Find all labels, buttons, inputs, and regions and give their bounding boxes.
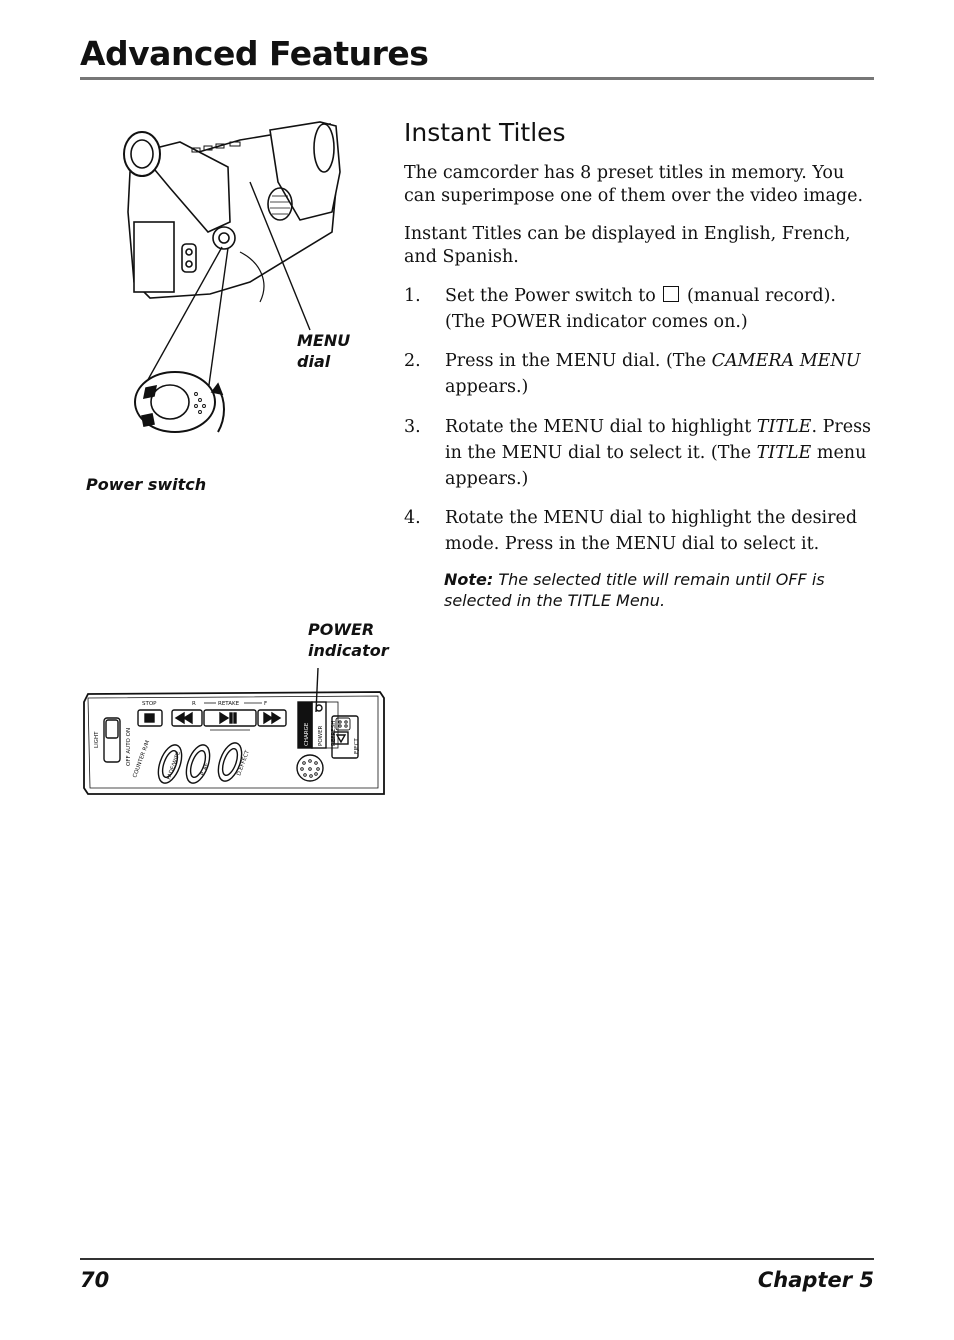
camcorder-illustration [100, 112, 370, 442]
chapter-label: Chapter 5 [757, 1268, 874, 1292]
intro-paragraph-1: The camcorder has 8 preset titles in memory. You can superimpose one of them over the video image. [404, 163, 864, 206]
menu-dial-label: MENU dial [297, 331, 351, 371]
r-label: R [192, 701, 196, 707]
light-modes-label: OFF AUTO ON [126, 727, 132, 766]
eject-label: EJECT [354, 738, 360, 754]
counter-label: COUNTER R/M [132, 739, 152, 779]
note: Note: The selected title will remain until OFF is selected in the TITLE Menu. [444, 570, 825, 610]
charge-label: CHARGE [304, 722, 310, 746]
light-label: LIGHT [94, 731, 100, 748]
page-number: 70 [80, 1268, 110, 1292]
section-title: Instant Titles [404, 118, 566, 147]
d-effect-label: D.EFFECT [236, 749, 251, 777]
fade-wipe-label: FADE/WIPE [166, 750, 183, 781]
step-number: 4. [404, 508, 421, 528]
control-panel-illustration [80, 668, 390, 798]
power-label: POWER [318, 725, 324, 746]
power-switch-label: Power switch [86, 475, 207, 494]
power-indicator-label: POWER indicator [308, 620, 389, 660]
footer-rule [80, 1258, 874, 1260]
p-ae-label: P. AE [200, 762, 211, 777]
page-header-title: Advanced Features [80, 34, 429, 73]
step-number: 3. [404, 417, 421, 437]
intro-paragraph-2: Instant Titles can be displayed in English, French, and Spanish. [404, 224, 851, 267]
header-rule [80, 77, 874, 80]
step-number: 1. [404, 286, 421, 306]
refresh-label: REFRESH [331, 720, 337, 746]
retake-label: RETAKE [218, 701, 240, 707]
manual-record-icon [663, 286, 679, 302]
stop-label: STOP [142, 701, 157, 707]
step-number: 2. [404, 351, 421, 371]
f-label: F [264, 701, 268, 707]
